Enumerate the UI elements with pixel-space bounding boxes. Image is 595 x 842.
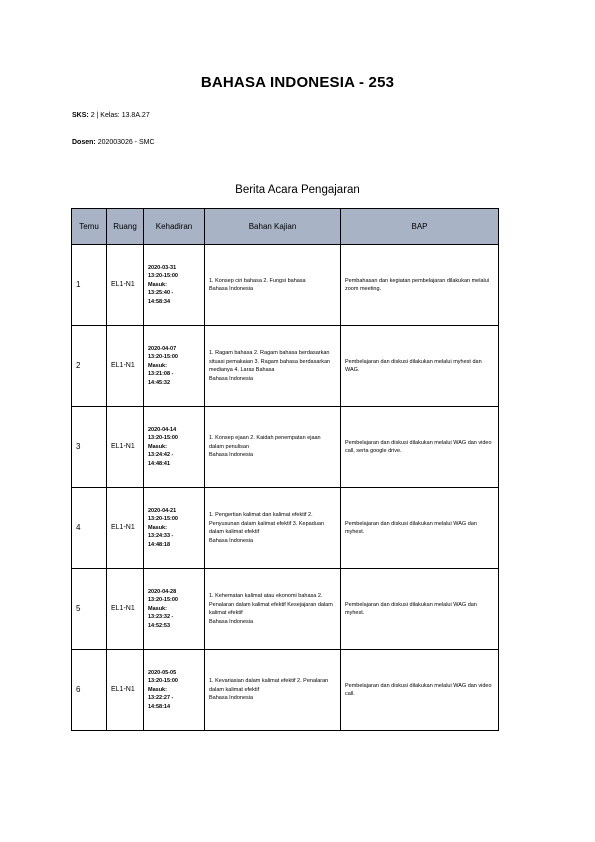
- cell-ruang: [107, 407, 144, 488]
- header-bahan-kajian: Bahan Kajian: [205, 209, 341, 245]
- bahan-text: 1. Pengertian kalimat dan kalimat efektif 2. Penyusunan dalam kalimat efektif 3. Kepaduan dalam kalimat efektif: [209, 512, 324, 535]
- masuk-time: 13:24:33 -: [148, 533, 174, 540]
- cell-bap: [341, 407, 499, 488]
- cell-ruang: [107, 326, 144, 407]
- masuk-label: Masuk:: [148, 605, 167, 612]
- sks-kelas-line: [72, 112, 150, 119]
- cell-bahan-kajian: [205, 650, 341, 731]
- masuk-label: Masuk:: [148, 524, 167, 531]
- table-row: [72, 650, 499, 731]
- masuk-time: 13:25:40 -: [148, 290, 174, 297]
- section-title: Berita Acara Pengajaran: [235, 184, 360, 196]
- sks-kelas-value: 2 | Kelas: 13.8A.27: [90, 112, 150, 119]
- cell-ruang: [107, 569, 144, 650]
- tanggal: 2020-04-07: [148, 345, 177, 352]
- table-row: [72, 326, 499, 407]
- ruang-value: EL1-N1: [111, 443, 135, 450]
- cell-bap: [341, 569, 499, 650]
- cell-temu: [72, 326, 107, 407]
- cell-kehadiran: [144, 650, 205, 731]
- header-bap: BAP: [341, 209, 499, 245]
- tanggal: 2020-03-31: [148, 264, 177, 271]
- bahan-text: 1. Kehematan kalimat atau ekonomi bahasa 2. Penalaran dalam kalimat efektif Kesejajaran dalam kalimat efektif: [209, 593, 333, 616]
- bahan-text: 1. Konsep ejaan 2. Kaidah penempatan ejaan dalam penulisan: [209, 435, 321, 450]
- bahan-mk: Bahasa Indonesia: [209, 537, 254, 544]
- cell-temu: [72, 245, 107, 326]
- tanggal: 2020-05-05: [148, 669, 177, 676]
- bap-text: Pembelajaran dan diskusi dilakukan melalui WAG dan video call.: [345, 682, 492, 697]
- jam: 13:20-15:00: [148, 354, 178, 361]
- tanggal: 2020-04-28: [148, 588, 177, 595]
- table-row: [72, 488, 499, 569]
- bap-text: Pembelajaran dan diskusi dilakukan melalui WAG dan video call, serta google drive.: [345, 439, 492, 454]
- bap-text: Pembelajaran dan diskusi dilakukan melalui WAG dan myhest.: [345, 601, 477, 616]
- table-row: [72, 569, 499, 650]
- header-kehadiran: Kehadiran: [144, 209, 205, 245]
- bahan-mk: Bahasa Indonesia: [209, 695, 254, 702]
- masuk-label: Masuk:: [148, 362, 167, 369]
- jam: 13:20-15:00: [148, 516, 178, 523]
- masuk-time: 13:22:27 -: [148, 695, 174, 702]
- dosen-value: 202003026 - SMC: [97, 139, 155, 146]
- cell-kehadiran: [144, 488, 205, 569]
- dosen-label: Dosen:: [72, 139, 96, 146]
- temu-value: 4: [76, 522, 81, 532]
- cell-bahan-kajian: [205, 569, 341, 650]
- bahan-mk: Bahasa Indonesia: [209, 375, 254, 382]
- bahan-mk: Bahasa Indonesia: [209, 286, 254, 292]
- temu-value: 6: [76, 684, 81, 694]
- cell-bahan-kajian: [205, 245, 341, 326]
- cell-bahan-kajian: [205, 407, 341, 488]
- temu-value: 1: [76, 279, 81, 289]
- temu-value: 3: [76, 441, 81, 451]
- cell-kehadiran: [144, 407, 205, 488]
- keluar-time: 14:48:41: [148, 460, 171, 467]
- masuk-label: Masuk:: [148, 686, 167, 693]
- cell-bahan-kajian: [205, 488, 341, 569]
- keluar-time: 14:52:53: [148, 622, 171, 629]
- cell-bap: [341, 245, 499, 326]
- course-title: BAHASA INDONESIA - 253: [200, 74, 395, 91]
- cell-ruang: [107, 650, 144, 731]
- masuk-time: 13:21:08 -: [148, 371, 174, 378]
- ruang-value: EL1-N1: [111, 362, 135, 369]
- keluar-time: 14:58:34: [148, 298, 171, 305]
- bahan-text: 1. Kevariasian dalam kalimat efektif 2. Penalaran dalam kalimat efektif: [209, 678, 329, 693]
- cell-temu: [72, 407, 107, 488]
- masuk-label: Masuk:: [148, 281, 167, 288]
- cell-kehadiran: [144, 326, 205, 407]
- table-row: [72, 407, 499, 488]
- cell-temu: [72, 569, 107, 650]
- dosen-line: [72, 139, 155, 146]
- bahan-mk: Bahasa Indonesia: [209, 618, 254, 625]
- bap-table: [71, 208, 499, 731]
- masuk-label: Masuk:: [148, 443, 167, 450]
- bap-text: Pembelajaran dan diskusi dilakukan melalui WAG dan myhest.: [345, 520, 477, 535]
- cell-temu: [72, 488, 107, 569]
- keluar-time: 14:58:14: [148, 703, 171, 710]
- jam: 13:20-15:00: [148, 597, 178, 604]
- cell-bap: [341, 326, 499, 407]
- temu-value: 5: [76, 603, 81, 613]
- bap-text: Pembahasan dan kegiatan pembelajaran dilakukan melalui zoom meeting.: [345, 277, 490, 292]
- cell-temu: [72, 650, 107, 731]
- tanggal: 2020-04-14: [148, 426, 177, 433]
- bahan-text: 1. Ragam bahasa 2. Ragam bahasa berdasarkan situasi pemakaian 3. Ragam bahasa berdasarkan medianya 4. Laras Bahasa: [209, 350, 331, 373]
- jam: 13:20-15:00: [148, 678, 178, 685]
- masuk-time: 13:24:42 -: [148, 452, 174, 459]
- cell-kehadiran: [144, 245, 205, 326]
- temu-value: 2: [76, 360, 81, 370]
- table-row: [72, 245, 499, 326]
- ruang-value: EL1-N1: [111, 605, 135, 612]
- cell-bap: [341, 650, 499, 731]
- bahan-mk: Bahasa Indonesia: [209, 452, 254, 459]
- header-ruang: Ruang: [107, 209, 144, 245]
- ruang-value: EL1-N1: [111, 686, 135, 693]
- cell-kehadiran: [144, 569, 205, 650]
- cell-ruang: [107, 245, 144, 326]
- bap-text: Pembelajaran dan diskusi dilakukan melalui myhest dan WAG.: [345, 358, 482, 373]
- ruang-value: EL1-N1: [111, 524, 135, 531]
- keluar-time: 14:45:32: [148, 379, 171, 386]
- cell-bahan-kajian: [205, 326, 341, 407]
- sks-label: SKS:: [72, 112, 89, 119]
- ruang-value: EL1-N1: [111, 281, 135, 288]
- jam: 13:20-15:00: [148, 435, 178, 442]
- table-header-row: [72, 209, 499, 245]
- tanggal: 2020-04-21: [148, 507, 177, 514]
- masuk-time: 13:23:32 -: [148, 614, 174, 621]
- keluar-time: 14:48:18: [148, 541, 171, 548]
- cell-bap: [341, 488, 499, 569]
- cell-ruang: [107, 488, 144, 569]
- header-temu: Temu: [72, 209, 107, 245]
- jam: 13:20-15:00: [148, 273, 178, 280]
- bahan-text: 1. Konsep ciri bahasa 2. Fungsi bahasa: [209, 277, 306, 284]
